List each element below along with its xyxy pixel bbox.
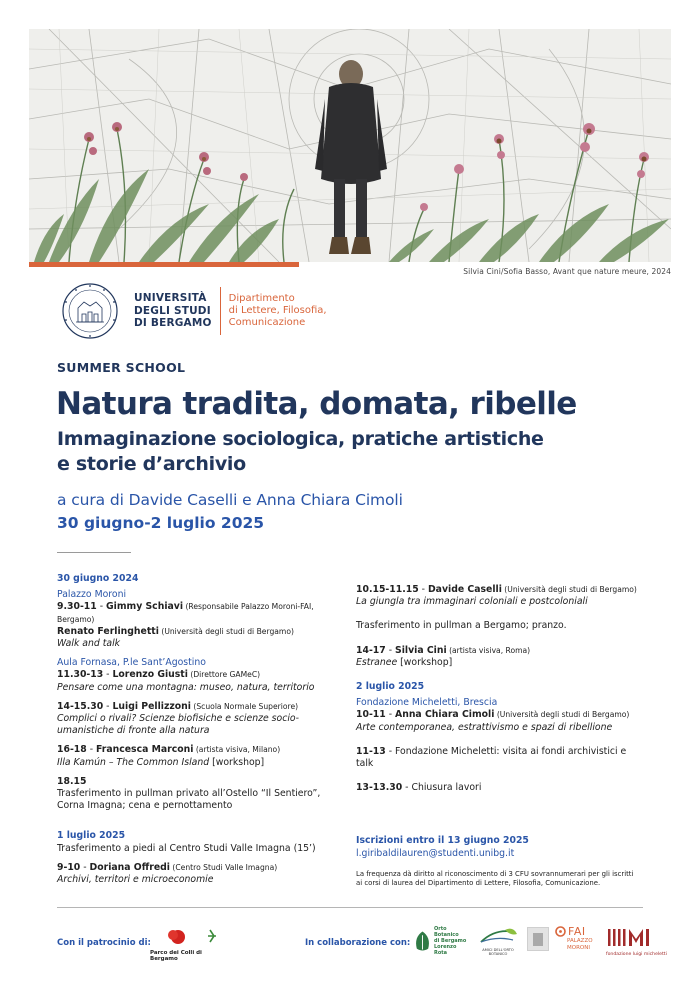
session-tag: [workshop] [397,656,453,668]
university-name [134,292,220,330]
micheletti-mark-icon [606,926,656,948]
session-title: Arte contemporanea, estrattivismo e spazi di ribellione [356,721,613,733]
university-name-line: DEGLI STUDI [134,304,211,317]
department-line: Dipartimento [228,293,295,304]
map-collage-illustration [29,29,671,262]
session-title: Illa Kamún – The Common Island [57,756,210,768]
session-title-row [356,657,646,669]
session-speaker [57,701,342,713]
speaker-affiliation: (Responsabile Palazzo Moroni-FAI, Bergamo) [57,602,314,624]
venue: Fondazione Micheletti, Brescia [356,697,498,709]
fondazione-micheletti-logo [606,926,667,958]
credits-note: ai corsi di laurea del Dipartimento di Lettere, Filosofia, Comunicazione. [356,878,601,887]
session-description: Trasferimento in pullman privato all’Ostello “Il Sentiero”, [57,788,321,800]
speaker-affiliation: (Centro Studi Valle Imagna) [169,862,278,872]
department-line: Comunicazione [228,317,306,328]
registration-email[interactable]: l.giribaldilauren@studenti.unibg.it [356,847,515,859]
speaker-name: Gimmy Schiavi [106,601,184,613]
day-heading: 30 giugno 2024 [57,573,139,584]
fai-flower-icon [555,926,566,937]
event-dates: 30 giugno-2 luglio 2025 [57,514,265,532]
session-title: Walk and talk [57,638,121,650]
orto-logo-line: Lorenzo Rota [434,944,457,956]
orto-logo-line: di Bergamo [434,938,467,944]
hero-artwork [29,29,671,262]
divider [57,552,131,553]
session-time: 14-17 [356,644,386,656]
curators: a cura di Davide Caselli e Anna Chiara Cimoli [57,491,403,509]
session-speaker [356,645,646,657]
department-line: di Lettere, Filosofia, [228,305,327,316]
university-name-line: DI BERGAMO [134,317,212,330]
session-tag: [workshop] [209,756,265,768]
session-time: 16-18 [57,744,87,756]
footer [0,920,700,960]
university-name-line: UNIVERSITÀ [134,292,207,305]
separator: - [86,744,96,756]
speaker-name: Renato Ferlinghetti [57,625,159,637]
session-time: 10.15-11.15 [356,584,419,595]
speaker-name: Lorenzo Giusti [112,669,188,681]
department-name [229,293,327,329]
session-time: 14-15.30 [57,700,104,712]
orto-logo-text [434,926,471,956]
session-title: Archivi, territori e microeconomie [57,874,214,886]
session-speaker [57,744,342,756]
session-speaker [57,862,342,874]
session-speaker [57,601,342,625]
session-row [356,782,646,794]
session-time: 11.30-13 [57,669,104,681]
speaker-affiliation: (Università degli studi di Bergamo) [494,710,630,720]
session-title: umanistiche di fronte alla natura [57,725,210,737]
session-time: 18.15 [57,775,87,787]
session-description: Trasferimento a piedi al Centro Studi Valle Imagna (15’) [57,842,316,854]
university-seal-icon [56,282,124,340]
centro-studi-logo [527,927,549,951]
session-speaker [356,584,646,596]
session-description: Corna Imagna; cena e pernottamento [57,800,233,812]
fai-mark: FAI [568,925,586,938]
session-time: 10-11 [356,709,386,721]
separator: - [418,584,428,595]
orto-leaf-icon [413,929,432,953]
fai-subtitle-line: PALAZZO [567,938,593,944]
session-title: Complici o rivali? Scienze biofisiche e scienze socio- [57,713,299,725]
micheletti-logo-text: fondazione luigi micheletti [606,952,667,957]
speaker-affiliation: (artista visiva, Roma) [446,645,531,655]
logo-divider [220,287,221,335]
orto-botanico-logo [413,926,471,956]
fai-subtitle [567,938,599,951]
accent-bar [29,262,299,267]
speaker-name: Doriana Offredi [89,861,170,873]
separator: - [385,644,395,656]
session-description: Trasferimento in pullman a Bergamo; pranzo. [356,620,567,632]
separator: - [103,700,113,712]
program-right-column [356,584,646,888]
amici-leaf-icon [475,926,521,944]
speaker-affiliation: (Scuola Normale Superiore) [190,701,299,711]
photo-credit: Silvia Cini/Sofia Basso, Avant que nature meure, 2024 [463,267,671,276]
subtitle-line: Immaginazione sociologica, pratiche artistiche [57,428,544,450]
session-description: - Chiusura lavori [402,782,482,794]
day-heading: 1 luglio 2025 [57,830,126,842]
session-time: 13-13.30 [356,782,403,794]
speaker-name: Davide Caselli [427,584,502,595]
venue: Aula Fornasa, P.le Sant’Agostino [57,657,206,669]
day-heading: 2 luglio 2025 [356,681,425,693]
session-speaker [356,709,646,721]
subtitle [57,427,657,477]
speaker-name: Luigi Pellizzoni [112,700,191,712]
amici-orto-logo [475,926,521,956]
speaker-affiliation: (artista visiva, Milano) [193,745,281,755]
university-logo [56,282,327,340]
speaker-name: Silvia Cini [395,644,447,656]
separator: - [80,861,90,873]
fai-mark-row [555,925,599,938]
speaker-affiliation: (Università degli studi di Bergamo) [501,585,637,594]
footer-divider [57,907,643,908]
amici-logo-text: AMICI DELL'ORTO BOTANICO [482,948,514,956]
subtitle-line: e storie d’archivio [57,453,246,475]
school-label: SUMMER SCHOOL [57,360,186,375]
building-icon [528,928,548,950]
program-left-column [57,573,342,886]
parco-colli-logo [148,926,228,962]
session-speaker [57,669,342,681]
session-time: 11-13 [356,745,386,757]
session-description: - Fondazione Micheletti: visita ai fondi archivistici e talk [356,745,627,770]
registration-deadline: Iscrizioni entro il 13 giugno 2025 [356,835,529,847]
parco-logo-text: Parco dei Colli di Bergamo [150,950,202,962]
session-time: 9-10 [57,861,81,873]
session-time: 9.30-11 [57,601,97,613]
separator: - [385,709,395,721]
session-speaker [57,626,342,638]
page-title: Natura tradita, domata, ribelle [56,386,577,422]
orto-logo-line: Orto Botanico [434,926,459,938]
speaker-name: Anna Chiara Cimoli [395,709,495,721]
session-title-row [57,757,342,769]
separator: - [96,601,106,613]
venue: Palazzo Moroni [57,589,127,601]
credits-note: La frequenza dà diritto al riconoscimento di 3 CFU sovrannumerari per gli iscritti [356,869,634,878]
parco-leaf-icon [148,926,228,946]
collaboration-label: In collaborazione con: [305,938,411,948]
speaker-name: Francesca Marconi [96,744,194,756]
patronage-label: Con il patrocinio di: [57,938,151,948]
fai-palazzo-moroni-logo [555,925,599,959]
speaker-affiliation: (Direttore GAMeC) [187,670,261,680]
fai-subtitle-line: MORONI [567,944,590,951]
session-title: Pensare come una montagna: museo, natura, territorio [57,681,315,693]
separator: - [103,669,113,681]
session-title: Estranee [356,656,398,668]
session-title: La giungla tra immaginari coloniali e postcoloniali [356,596,588,608]
session-row [356,746,646,770]
speaker-affiliation: (Università degli studi di Bergamo) [158,626,294,636]
